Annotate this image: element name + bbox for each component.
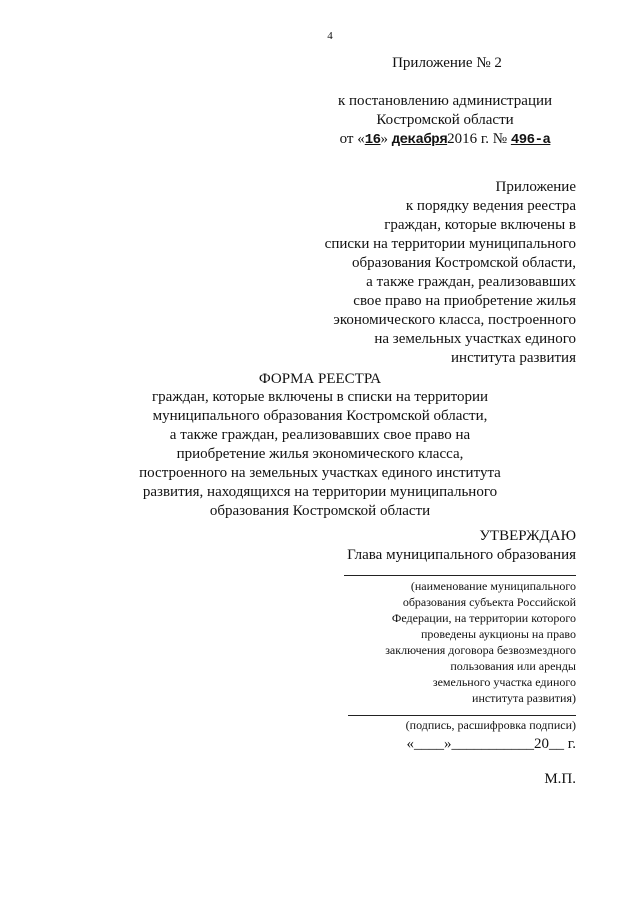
- appendix-line: экономического класса, построенного: [333, 312, 576, 328]
- seal-label: М.П.: [544, 771, 576, 787]
- appendix-line: а также граждан, реализовавших: [366, 274, 576, 290]
- name-note-line: заключения договора безвозмездного: [385, 643, 576, 657]
- signature-line: [348, 715, 576, 716]
- resolution-date-mid: »: [380, 131, 389, 147]
- resolution-month: декабря: [391, 132, 448, 148]
- appendix-line: образования Костромской области,: [352, 255, 576, 271]
- date-line: «____»___________20__ г.: [406, 736, 576, 752]
- name-note-line: проведены аукционы на право: [420, 627, 576, 641]
- resolution-line-1: к постановлению администрации: [337, 93, 553, 109]
- form-description-line: приобретение жилья экономического класса,: [176, 446, 464, 462]
- name-note-line: земельного участка единого: [432, 675, 576, 689]
- resolution-year: 2016 г. №: [447, 131, 508, 147]
- signature-note: (подпись, расшифровка подписи): [405, 718, 576, 732]
- form-description-line: образования Костромской области: [209, 503, 431, 519]
- appendix-line: института развития: [451, 350, 576, 366]
- appendix-line: свое право на приобретение жилья: [353, 293, 576, 309]
- municipality-name-note: [356, 578, 576, 706]
- resolution-date-prefix: от «: [339, 131, 365, 147]
- appendix-2-title: Приложение № 2: [392, 55, 502, 71]
- resolution-number: 496-а: [510, 132, 551, 148]
- name-note-line: пользования или аренды: [450, 659, 576, 673]
- approve-title: УТВЕРЖДАЮ: [479, 528, 576, 544]
- resolution-date-line: [300, 130, 590, 150]
- appendix-line: списки на территории муниципального: [324, 236, 576, 252]
- name-signature-line: [344, 575, 576, 576]
- name-note-line: Федерации, на территории которого: [391, 611, 576, 625]
- form-description-line: а также граждан, реализовавших свое право на: [169, 427, 471, 443]
- form-title: ФОРМА РЕЕСТРА: [258, 371, 382, 387]
- resolution-reference: [300, 92, 590, 150]
- appendix-line: к порядку ведения реестра: [405, 198, 576, 214]
- appendix-line: граждан, которые включены в: [384, 217, 576, 233]
- appendix-heading-block: [300, 178, 576, 368]
- approve-subtitle: Глава муниципального образования: [347, 547, 576, 563]
- approval-block: [300, 527, 576, 565]
- appendix-line: Приложение: [495, 179, 576, 195]
- form-description-line: развития, находящихся на территории муниципального: [142, 484, 498, 500]
- resolution-day: 16: [364, 132, 381, 148]
- form-description-line: муниципального образования Костромской области,: [152, 408, 488, 424]
- form-description-line: построенного на земельных участках единого института: [139, 465, 501, 481]
- name-note-line: (наименование муниципального: [410, 579, 576, 593]
- form-description-line: граждан, которые включены в списки на территории: [151, 389, 489, 405]
- appendix-line: на земельных участках единого: [374, 331, 576, 347]
- resolution-line-2: Костромской области: [376, 112, 514, 128]
- page-number: 4: [327, 30, 333, 42]
- form-description: [120, 388, 520, 521]
- name-note-line: института развития): [472, 691, 576, 705]
- name-note-line: образования субъекта Российской: [402, 595, 576, 609]
